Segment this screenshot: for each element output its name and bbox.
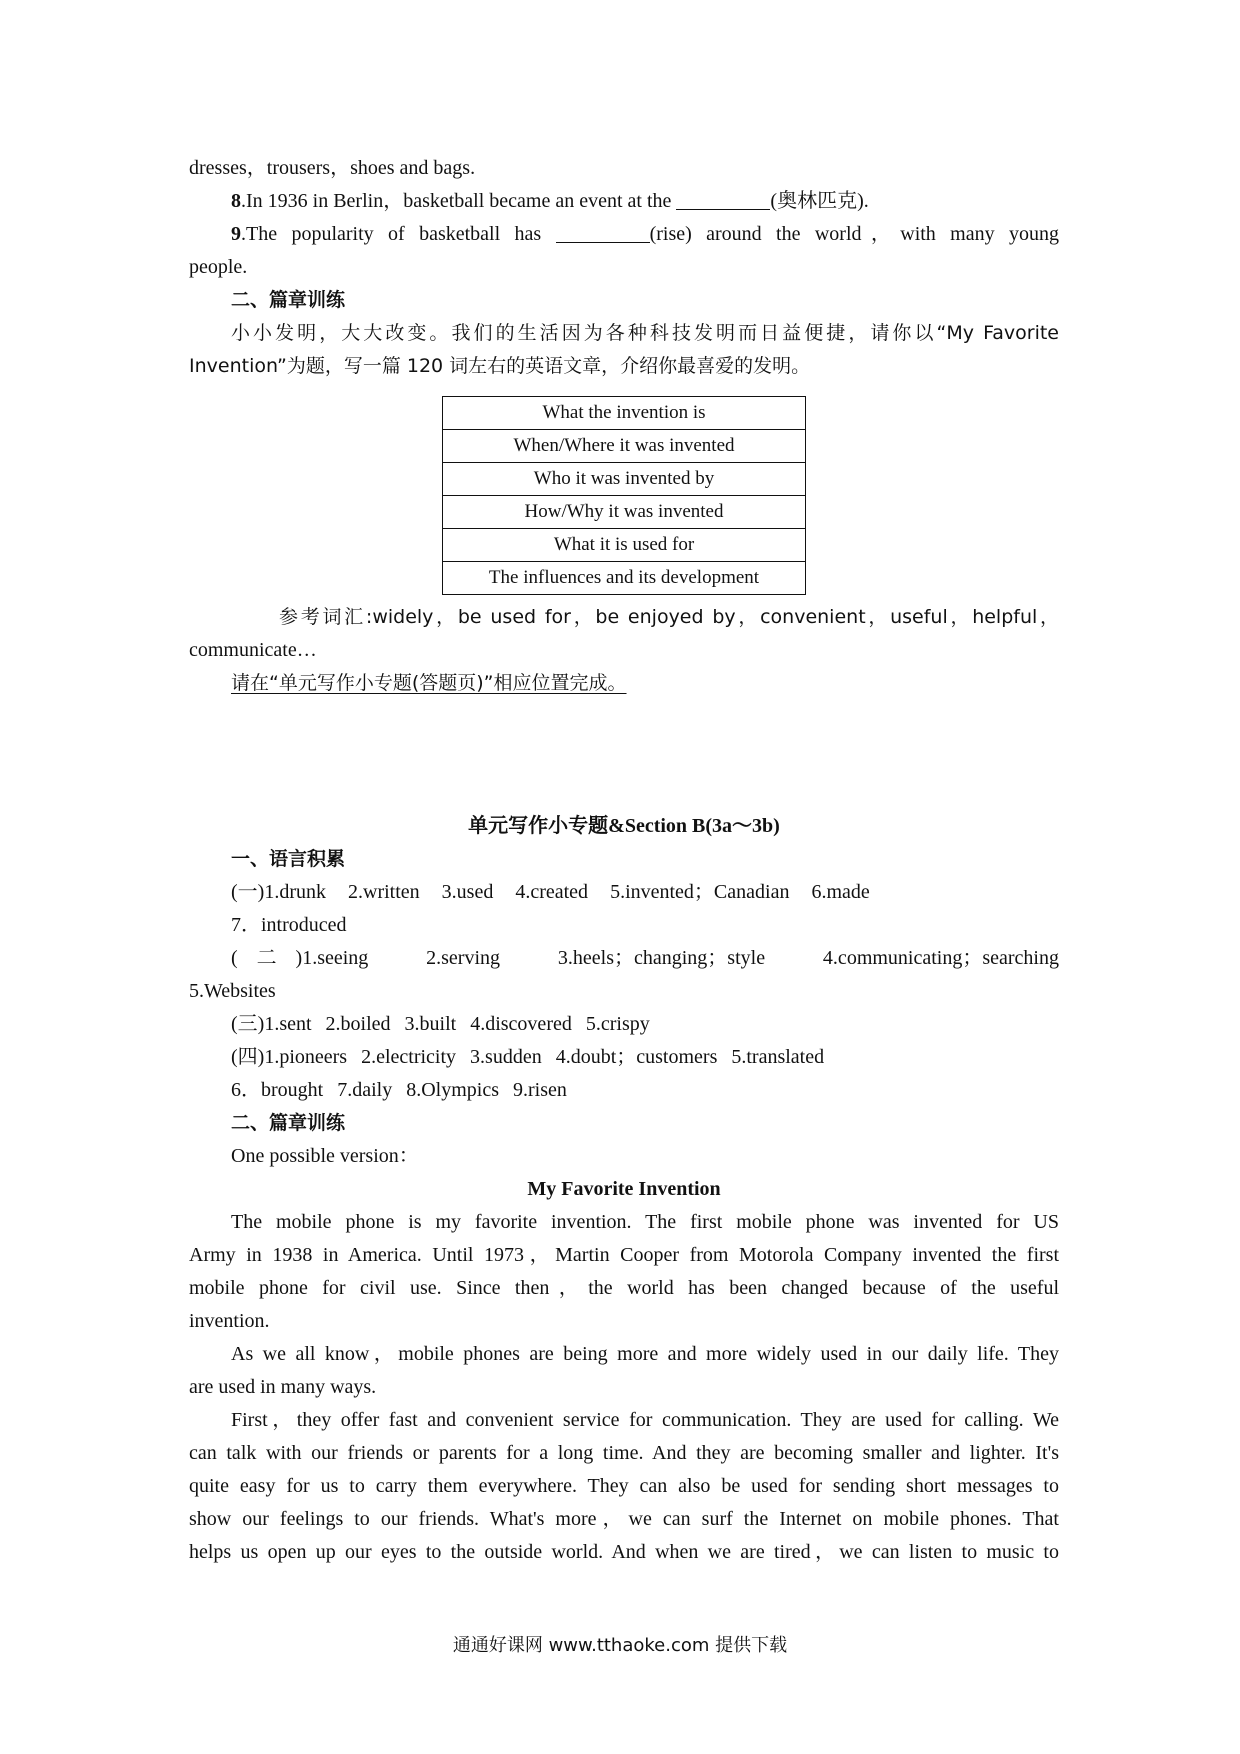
group-2-answers: 1.seeing 2.serving 3.heels；changing；style 4.communicating；searching [302, 947, 1059, 969]
answer-item: 3.used [441, 881, 494, 903]
essay-line: As we all know，mobile phones are being more and more widely used in our daily life. They [231, 1343, 1059, 1365]
essay-line: show our feelings to our friends. What's more，we can surf the Internet on mobile phones. That [189, 1508, 1059, 1530]
version-label: One possible version： [231, 1145, 419, 1167]
answer-group-1 [189, 876, 1059, 909]
answer-group-3 [189, 1008, 1059, 1041]
answer-item: 6.made [811, 881, 870, 903]
answer-item: 1.sent [264, 1013, 312, 1035]
essay-line: invention. [189, 1310, 270, 1332]
answer-group-4 [189, 1041, 1059, 1074]
page-footer: 通通好课网 www.tthaoke.com 提供下载 [452, 1635, 788, 1656]
answer-group-2-continued: 5.Websites [189, 980, 276, 1002]
answer-instruction: 请在“单元写作小专题(答题页)”相应位置完成。 [231, 672, 627, 694]
answer-item: 2.written [348, 881, 420, 903]
group-3-label: (三) [231, 1013, 265, 1035]
group-4-label: (四) [231, 1046, 265, 1068]
answer-item: 5.invented；Canadian [610, 881, 790, 903]
question-9-hint: (rise) around the world，with many young [649, 223, 1059, 245]
answer-item: 4.created [515, 881, 589, 903]
question-9-number: 9 [231, 223, 241, 245]
outline-row: The influences and its development [443, 562, 806, 595]
continued-line: dresses，trousers，shoes and bags. [189, 157, 476, 179]
part-2-heading: 二、篇章训练 [231, 1112, 346, 1134]
outline-row: When/Where it was invented [443, 430, 806, 463]
question-8 [189, 185, 1059, 218]
outline-row: What it is used for [443, 529, 806, 562]
answer-item: 8.Olympics [406, 1079, 499, 1101]
writing-prompt-line-2: Invention”为题，写一篇 120 词左右的英语文章，介绍你最喜爱的发明。 [189, 355, 811, 377]
essay-line: helps us open up our eyes to the outside world. And when we are tired，we can listen to music to [189, 1541, 1059, 1563]
answer-item: 7.daily [337, 1079, 393, 1101]
outline-row: How/Why it was invented [443, 496, 806, 529]
answer-item: 5.crispy [585, 1013, 650, 1035]
essay-line: First，they offer fast and convenient service for communication. They are used for calling. We [231, 1409, 1059, 1431]
answer-item: 5.translated [731, 1046, 825, 1068]
essay-line: quite easy for us to carry them everywhere. They can also be used for sending short messages to [189, 1475, 1059, 1497]
answer-item: 4.discovered [470, 1013, 572, 1035]
answer-group-2 [189, 942, 1059, 975]
essay-line: are used in many ways. [189, 1376, 377, 1398]
essay-line: The mobile phone is my favorite invention. The first mobile phone was invented for US [231, 1211, 1059, 1233]
group-1-label: (一) [231, 881, 265, 903]
essay-line: Army in 1938 in America. Until 1973，Martin Cooper from Motorola Company invented the first [189, 1244, 1059, 1266]
answer-instruction-row [189, 667, 1059, 700]
question-9-continued: people. [189, 256, 248, 278]
question-8-blank [676, 187, 770, 210]
question-8-number: 8 [231, 190, 241, 212]
essay-title: My Favorite Invention [527, 1178, 721, 1200]
answer-item: 9.risen [513, 1079, 567, 1101]
answer-item: 1.pioneers [264, 1046, 348, 1068]
essay-line: mobile phone for civil use. Since then，the world has been changed because of the useful [189, 1277, 1059, 1299]
answer-item: 2.boiled [325, 1013, 391, 1035]
outline-row: What the invention is [443, 397, 806, 430]
question-9-blank [556, 220, 650, 243]
answer-item: 4.doubt；customers [555, 1046, 718, 1068]
reference-vocab-line-1: 参考词汇:widely，be used for，be enjoyed by，convenient，useful，helpful， [279, 606, 1059, 628]
essay-line: can talk with our friends or parents for a long time. And they are becoming smaller and lighter. It's [189, 1442, 1059, 1464]
answer-section-title: 单元写作小专题&Section B(3a～3b) [468, 815, 780, 837]
question-9 [189, 218, 1059, 251]
question-8-hint: (奥林匹克). [770, 190, 869, 212]
group-2-label: (二) [231, 947, 303, 969]
answer-item: 1.drunk [264, 881, 326, 903]
answer-item: 3.sudden [470, 1046, 542, 1068]
reference-vocab-line-2: communicate… [189, 639, 317, 661]
writing-outline-table [442, 396, 806, 595]
section-gap [189, 700, 1059, 810]
outline-row: Who it was invented by [443, 463, 806, 496]
answer-item: 2.electricity [361, 1046, 457, 1068]
question-9-text: .The popularity of basketball has [241, 223, 556, 245]
question-8-text: .In 1936 in Berlin，basketball became an event at the [241, 190, 677, 212]
answer-group-1-continued: 7．introduced [231, 914, 347, 936]
section-2-heading: 二、篇章训练 [231, 289, 346, 311]
part-1-heading: 一、语言积累 [231, 848, 346, 870]
answer-item: 3.built [404, 1013, 457, 1035]
page-content [189, 152, 1059, 1569]
writing-prompt-line-1: 小小发明，大大改变。我们的生活因为各种科技发明而日益便捷，请你以“My Favorite [231, 322, 1059, 344]
answer-group-4-continued [189, 1074, 1059, 1107]
answer-item: 6．brought [231, 1079, 324, 1101]
